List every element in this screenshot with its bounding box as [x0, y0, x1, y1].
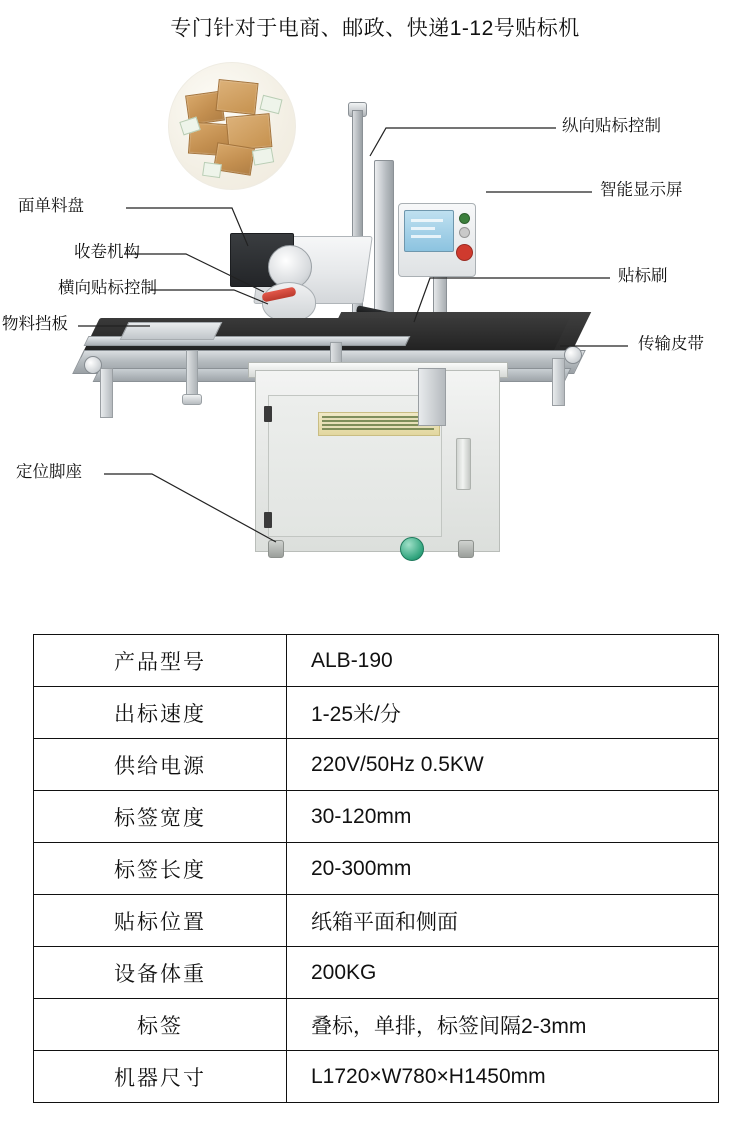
callout-label-brush: 贴标刷: [618, 267, 668, 285]
spec-value: 220V/50Hz 0.5KW: [287, 739, 719, 791]
specification-table: [33, 634, 719, 1103]
callout-vertical-control: 纵向贴标控制: [562, 117, 661, 135]
spec-key: 设备体重: [34, 947, 287, 999]
callout-rewind-mechanism: 收卷机构: [74, 243, 140, 261]
spec-value: ALB-190: [287, 635, 719, 687]
spec-key: 贴标位置: [34, 895, 287, 947]
table-row: [34, 999, 719, 1051]
spec-key: 产品型号: [34, 635, 287, 687]
spec-value: 叠标，单排，标签间隔2-3mm: [287, 999, 719, 1051]
table-row: [34, 739, 719, 791]
page-title: 专门针对于电商、邮政、快递1-12号贴标机: [170, 17, 580, 40]
spec-value: L1720×W780×H1450mm: [287, 1051, 719, 1103]
machine-diagram: [0, 50, 750, 610]
spec-key: 出标速度: [34, 687, 287, 739]
callout-conveyor-belt: 传输皮带: [638, 335, 704, 353]
table-row: [34, 791, 719, 843]
table-row: [34, 895, 719, 947]
spec-key: 标签宽度: [34, 791, 287, 843]
callout-smart-display: 智能显示屏: [600, 181, 683, 199]
spec-key: 供给电源: [34, 739, 287, 791]
table-row: [34, 635, 719, 687]
callout-positioning-foot: 定位脚座: [16, 463, 82, 481]
spec-value: 30-120mm: [287, 791, 719, 843]
spec-value: 1-25米/分: [287, 687, 719, 739]
spec-value: 纸箱平面和侧面: [287, 895, 719, 947]
table-row: [34, 843, 719, 895]
table-row: [34, 947, 719, 999]
spec-key: 机器尺寸: [34, 1051, 287, 1103]
callout-material-baffle: 物料挡板: [2, 315, 68, 333]
callout-face-sheet-reel: 面单料盘: [18, 197, 84, 215]
callout-horizontal-control: 横向贴标控制: [58, 279, 157, 297]
spec-key: 标签长度: [34, 843, 287, 895]
spec-value: 20-300mm: [287, 843, 719, 895]
table-row: [34, 687, 719, 739]
spec-key: 标签: [34, 999, 287, 1051]
spec-value: 200KG: [287, 947, 719, 999]
table-row: [34, 1051, 719, 1103]
